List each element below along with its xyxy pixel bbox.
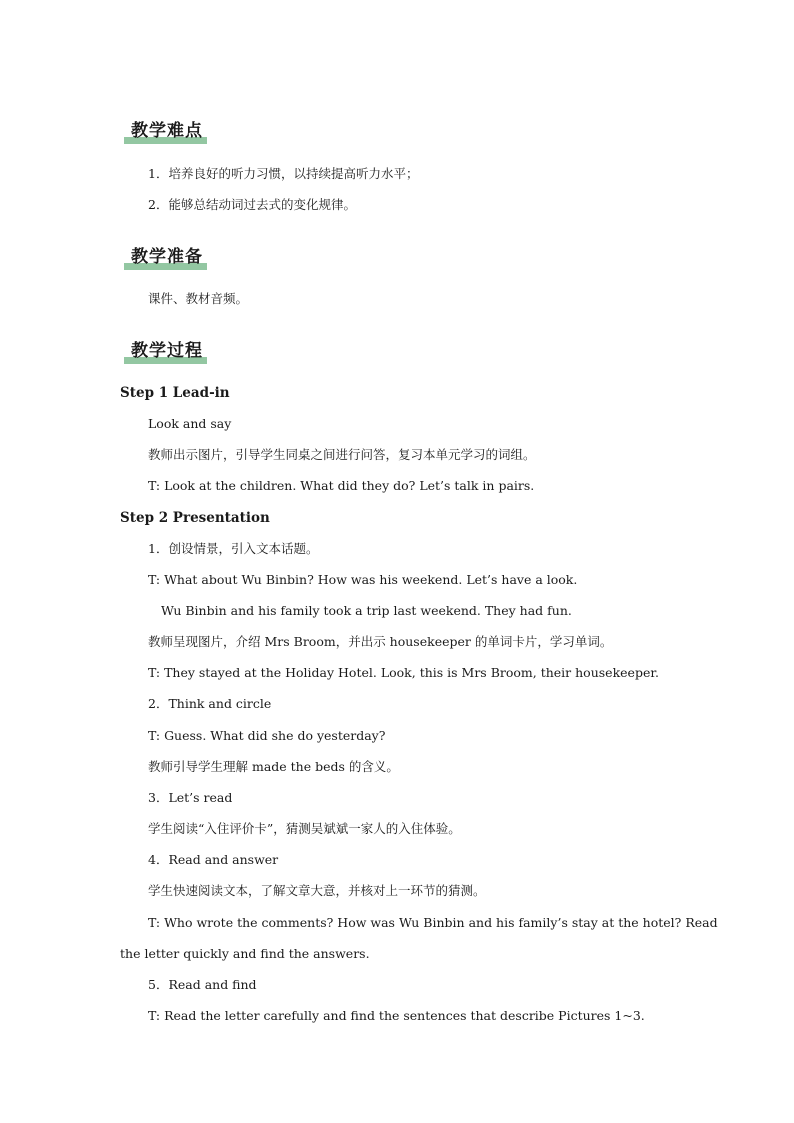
step-1-title: Step 1 Lead-in bbox=[120, 385, 230, 401]
step-2-line: 4．Read and answer bbox=[148, 852, 279, 867]
step-1-line: T: Look at the children. What did they do? Let’s talk in pairs. bbox=[148, 478, 535, 493]
difficulty-item-2: 2．能够总结动词过去式的变化规律。 bbox=[148, 197, 356, 212]
step-2-line: 学生阅读“入住评价卡”，猜测吴斌斌一家人的入住体验。 bbox=[148, 821, 461, 836]
step-2-line: 3．Let’s read bbox=[148, 790, 233, 805]
step-2-line: T: Read the letter carefully and find the sentences that describe Pictures 1~3. bbox=[148, 1008, 645, 1023]
heading-text: 教学难点 bbox=[131, 121, 203, 141]
step-2-line: 学生快速阅读文本，了解文章大意，并核对上一环节的猜测。 bbox=[148, 883, 486, 898]
step-1-line: Look and say bbox=[148, 416, 232, 431]
step-2-line: T: Guess. What did she do yesterday? bbox=[148, 728, 386, 743]
step-2-line: T: Who wrote the comments? How was Wu Binbin and his family’s stay at the hotel? Read bbox=[148, 915, 718, 930]
step-2-line: Wu Binbin and his family took a trip last weekend. They had fun. bbox=[161, 603, 572, 618]
step-2-line: 教师呈现图片，介绍 Mrs Broom，并出示 housekeeper 的单词卡片，学习单词。 bbox=[148, 634, 613, 649]
preparation-text: 课件、教材音频。 bbox=[148, 291, 249, 306]
step-2-line: 1．创设情景，引入文本话题。 bbox=[148, 541, 319, 556]
step-2-title: Step 2 Presentation bbox=[120, 510, 270, 526]
section-heading-preparation bbox=[124, 246, 203, 270]
step-1-line: 教师出示图片，引导学生同桌之间进行问答，复习本单元学习的词组。 bbox=[148, 447, 536, 462]
section-heading-process bbox=[124, 340, 203, 364]
step-2-line: 2．Think and circle bbox=[148, 696, 272, 711]
step-2-line: T: They stayed at the Holiday Hotel. Look, this is Mrs Broom, their housekeeper. bbox=[148, 665, 659, 680]
section-heading-difficulty bbox=[124, 120, 203, 144]
heading-text: 教学准备 bbox=[131, 247, 203, 267]
difficulty-item-1: 1．培养良好的听力习惯，以持续提高听力水平； bbox=[148, 166, 419, 181]
step-2-line: the letter quickly and find the answers. bbox=[120, 946, 370, 961]
heading-text: 教学过程 bbox=[131, 341, 203, 361]
step-2-line: 教师引导学生理解 made the beds 的含义。 bbox=[148, 759, 399, 774]
step-2-line: 5．Read and find bbox=[148, 977, 257, 992]
step-2-line: T: What about Wu Binbin? How was his weekend. Let’s have a look. bbox=[148, 572, 578, 587]
